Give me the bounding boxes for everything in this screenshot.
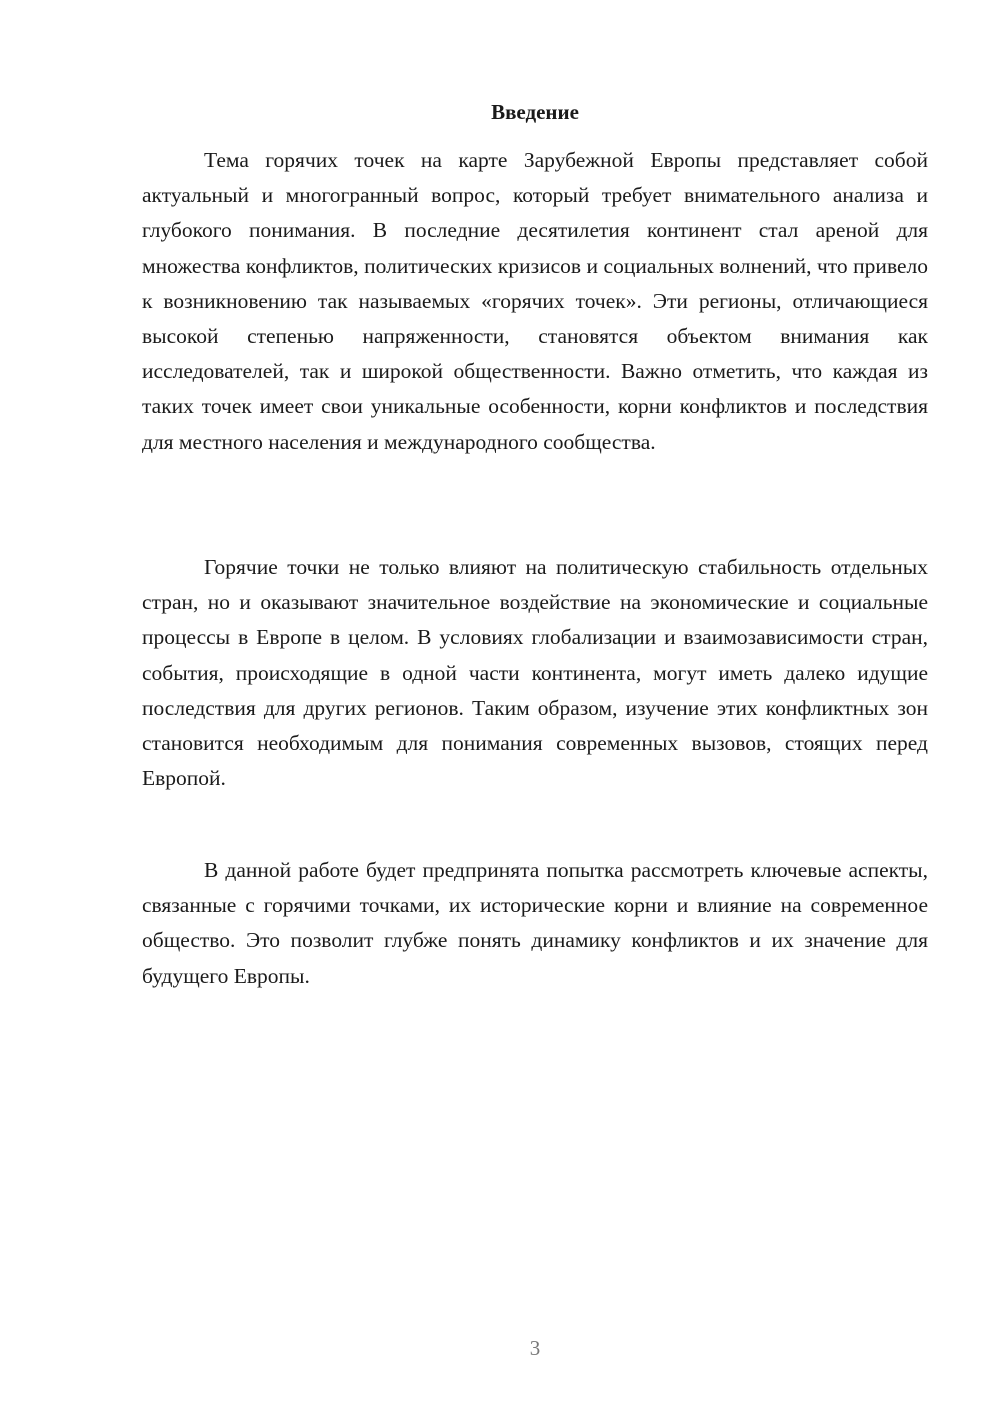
page-number: 3	[529, 1336, 541, 1360]
section-title: Введение	[491, 100, 579, 124]
paragraph-2: Горячие точки не только влияют на политическую стабильность отдельных стран, но и оказывают значительное воздействие на экономические и социальные процессы в Европе в целом. В условиях глобализации и взаимозависимости стран, события, происходящие в одной части континента, могут иметь далеко идущие последствия для других регионов. Таким образом, изучение этих конфликтных зон становится необходимым для понимания современных вызовов, стоящих перед Европой.	[142, 555, 928, 791]
paragraph-3: В данной работе будет предпринята попытка рассмотреть ключевые аспекты, связанные с горячими точками, их исторические корни и влияние на современное общество. Это позволит глубже понять динамику конфликтов и их значение для будущего Европы.	[142, 858, 928, 988]
paragraph-1: Тема горячих точек на карте Зарубежной Европы представляет собой актуальный и многогранный вопрос, который требует внимательного анализа и глубокого понимания. В последние десятилетия континент стал ареной для множества конфликтов, политических кризисов и социальных волнений, что привело к возникновению так называемых «горячих точек». Эти регионы, отличающиеся высокой степенью напряженности, становятся объектом внимания как исследователей, так и широкой общественности. Важно отметить, что каждая из таких точек имеет свои уникальные особенности, корни конфликтов и последствия для местного населения и международного сообщества.	[142, 148, 928, 454]
